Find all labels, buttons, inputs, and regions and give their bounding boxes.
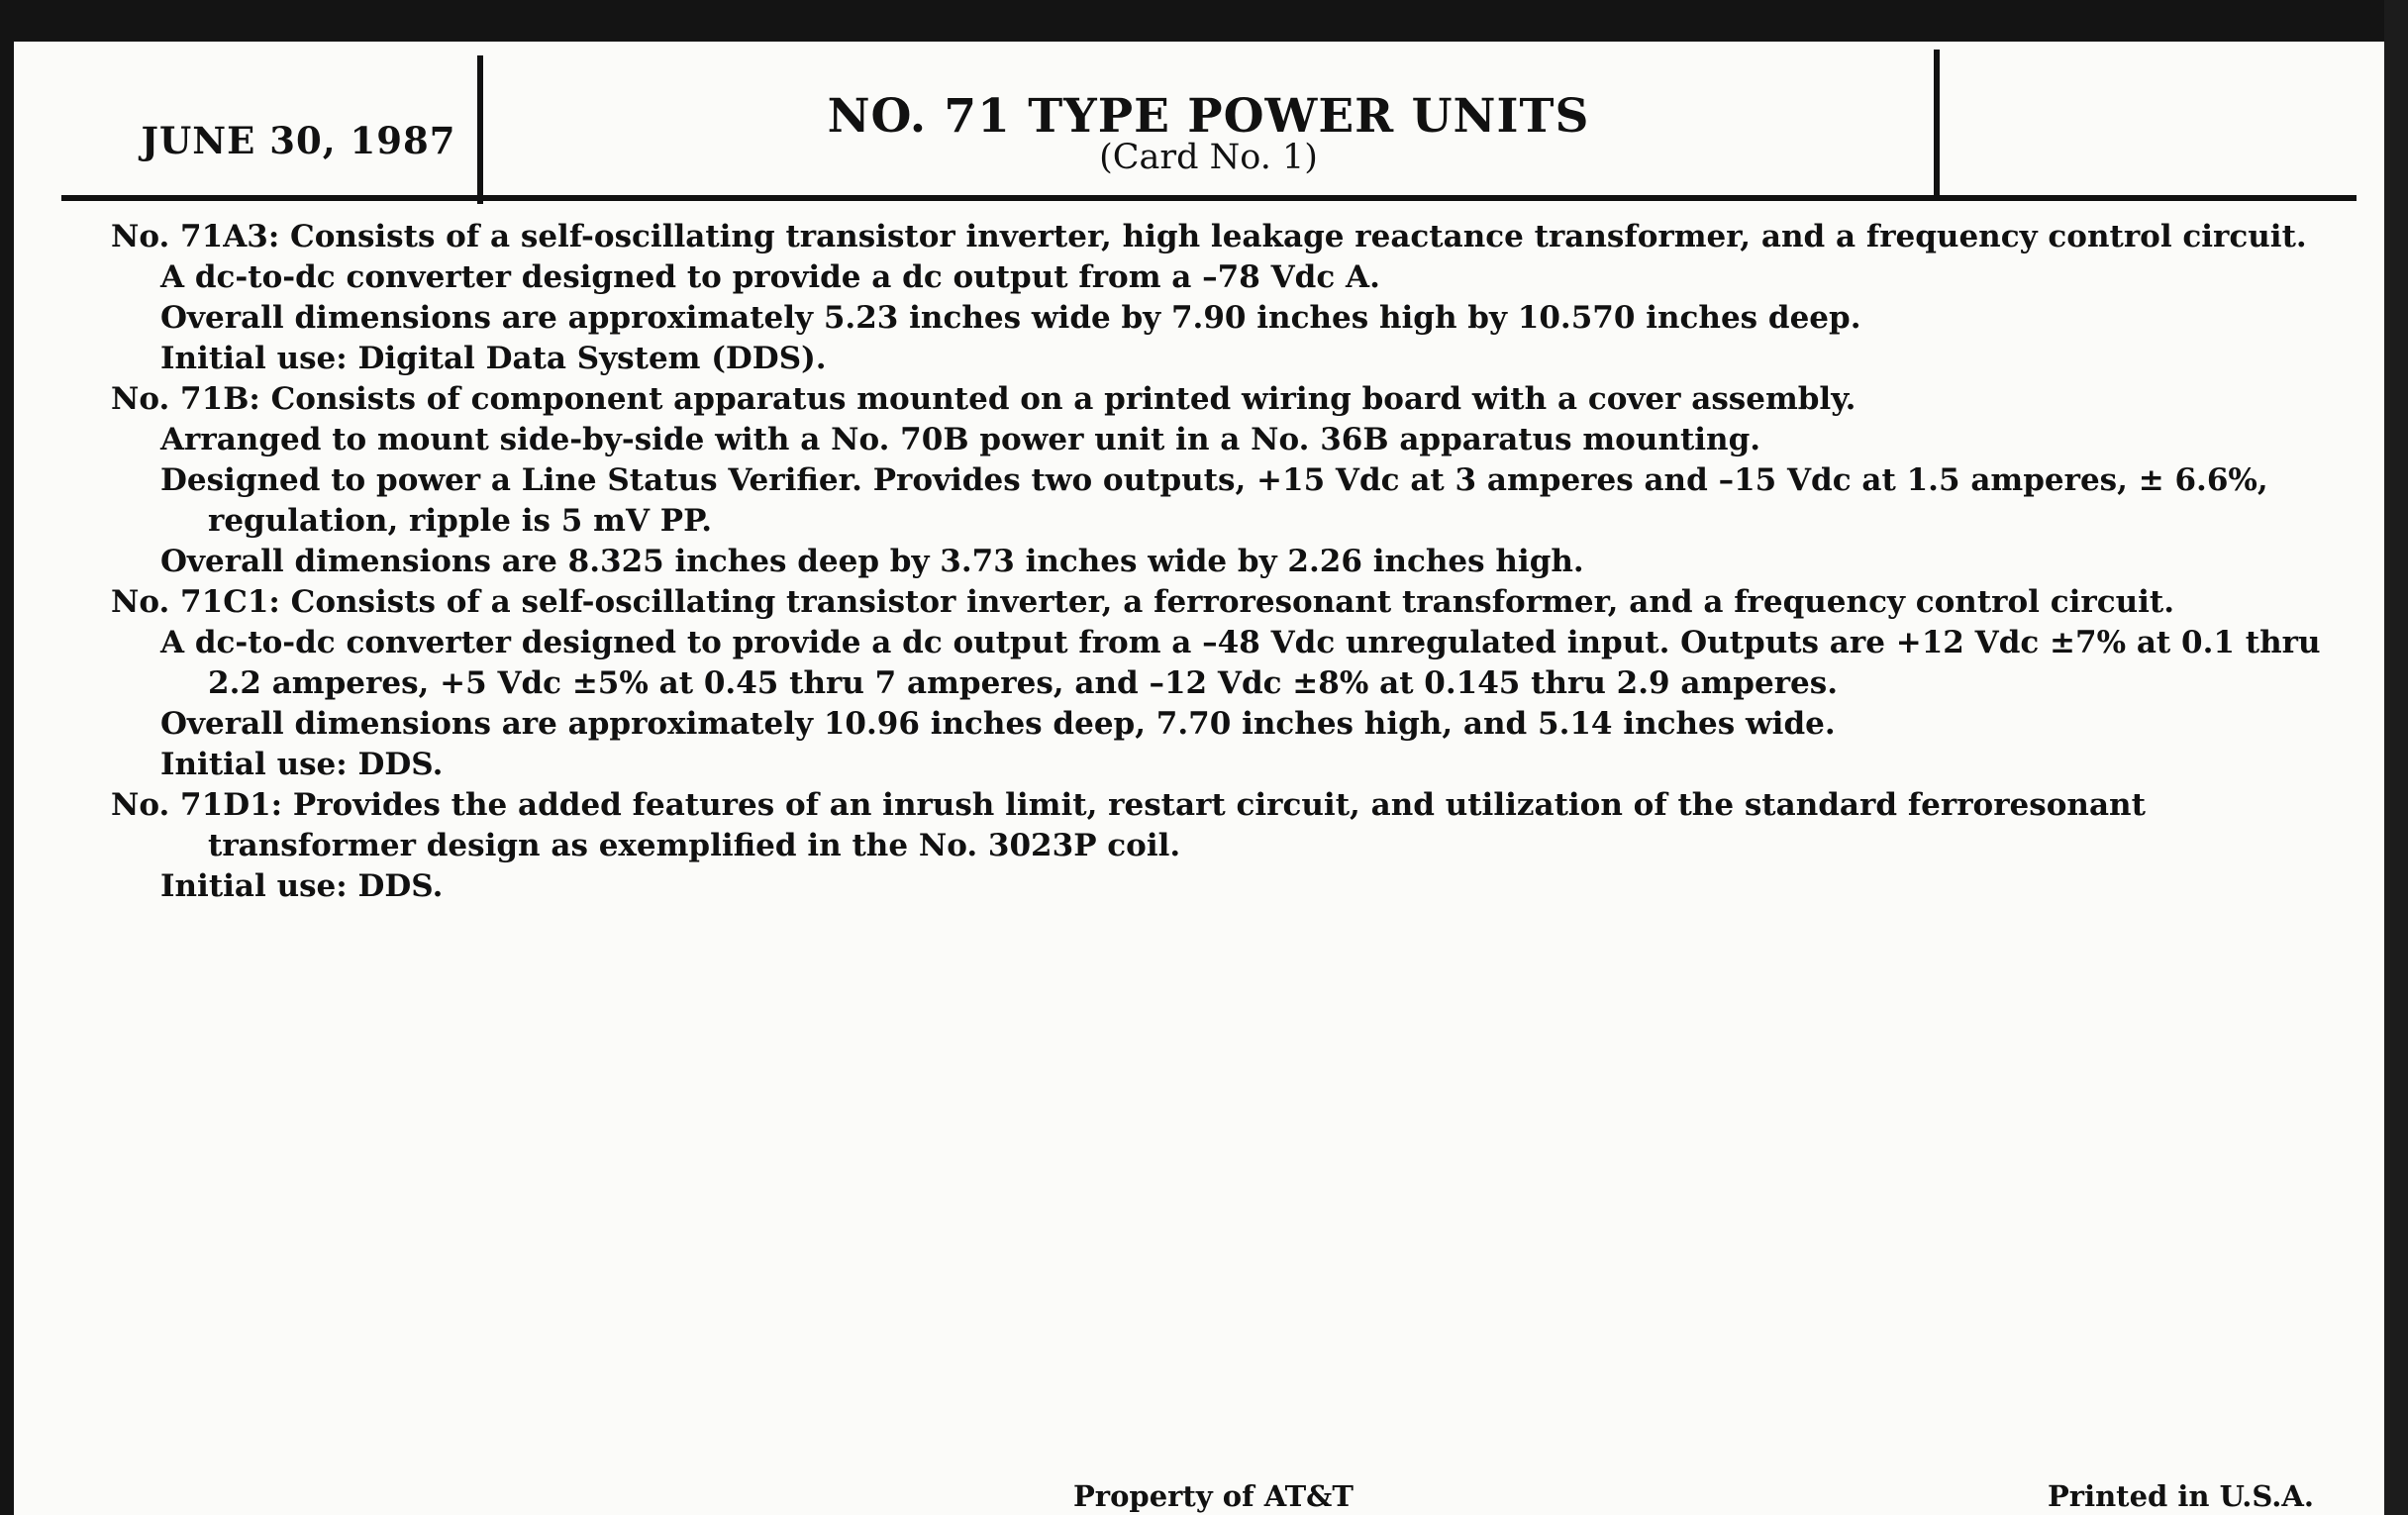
entry-71c1-detail: Initial use: DDS. — [160, 747, 444, 782]
page-subtitle: (Card No. 1) — [1099, 138, 1318, 177]
entry-71b-detail: Designed to power a Line Status Verifier. Provides two outputs, +15 Vdc at 3 amperes and –15 Vdc at 1.5 amperes, ± 6.6%, regulation, ripple is 5 mV PP. — [160, 462, 2268, 539]
header-rule — [61, 195, 2357, 201]
card-body — [111, 217, 2329, 907]
header-date: JUNE 30, 1987 — [141, 119, 456, 162]
entry-71c1-lead: No. 71C1: Consists of a self-oscillating transistor inverter, a ferroresonant transformer, and a frequency control circuit. — [111, 584, 2175, 620]
entry-71a3-detail: Overall dimensions are approximately 5.23 inches wide by 7.90 inches high by 10.570 inches deep. — [160, 300, 1861, 336]
page-title: NO. 71 TYPE POWER UNITS — [827, 89, 1590, 144]
entry-71a3-detail: Initial use: Digital Data System (DDS). — [160, 341, 827, 376]
entry-71b-detail: Overall dimensions are 8.325 inches deep by 3.73 inches wide by 2.26 inches high. — [160, 544, 1584, 579]
header-divider-right — [1934, 50, 1940, 198]
entry-71a3-detail: A dc-to-dc converter designed to provide a dc output from a –78 Vdc A. — [160, 259, 1380, 295]
entry-71d1-detail: Initial use: DDS. — [160, 868, 444, 904]
document-card — [14, 42, 2384, 1515]
scan-edge — [2384, 0, 2408, 1515]
footer-printed: Printed in U.S.A. — [2048, 1479, 2314, 1513]
entry-71c1-detail: A dc-to-dc converter designed to provide a dc output from a –48 Vdc unregulated input. Outputs are +12 Vdc ±7% at 0.1 thru 2.2 amperes, +5 Vdc ±5% at 0.45 thru 7 amperes, and –12 Vdc ±8% at 0.145 thru 2.9 amperes. — [160, 625, 2321, 701]
entry-71b-lead: No. 71B: Consists of component apparatus mounted on a printed wiring board with a cover assembly. — [111, 381, 1856, 417]
entry-71b-detail: Arranged to mount side-by-side with a No. 70B power unit in a No. 36B apparatus mounting. — [160, 422, 1761, 457]
footer-property: Property of AT&T — [1073, 1479, 1354, 1513]
entry-71c1-detail: Overall dimensions are approximately 10.96 inches deep, 7.70 inches high, and 5.14 inches wide. — [160, 706, 1836, 742]
entry-71d1-lead: No. 71D1: Provides the added features of an inrush limit, restart circuit, and utilization of the standard ferroresonant transformer design as exemplified in the No. 3023P coil. — [111, 787, 2146, 863]
entry-71a3-lead: No. 71A3: Consists of a self-oscillating transistor inverter, high leakage reactance transformer, and a frequency control circuit. — [111, 219, 2307, 254]
